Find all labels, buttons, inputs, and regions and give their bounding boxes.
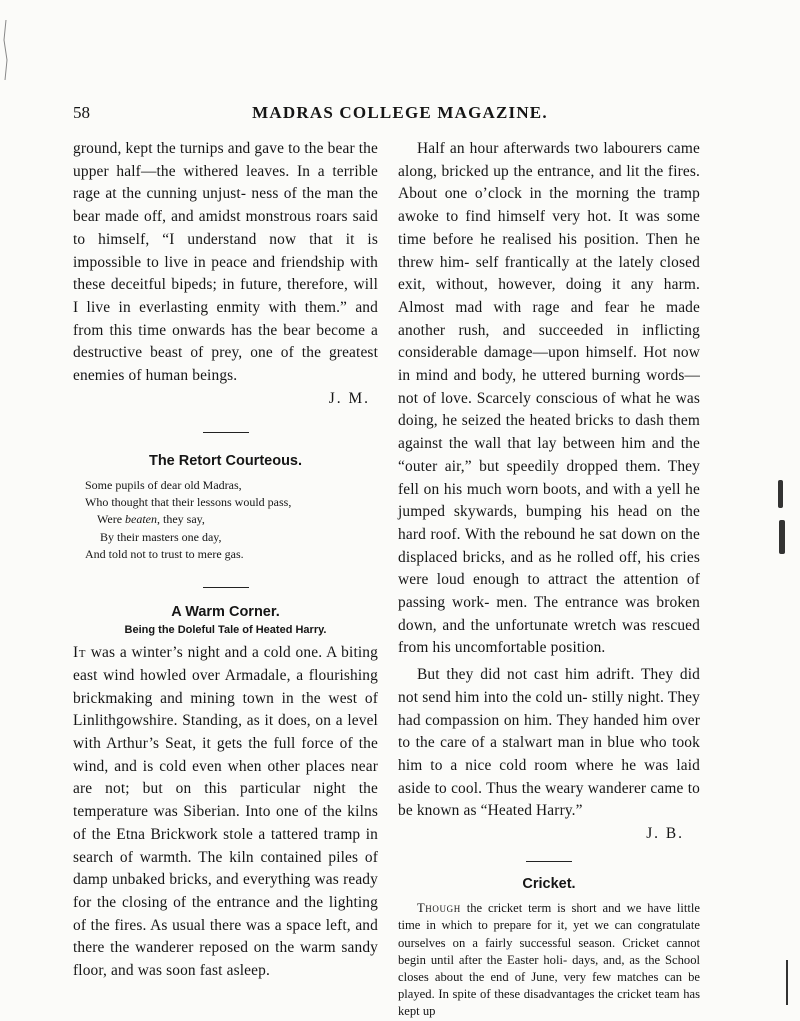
text-line: without, however, doing it any harm. bbox=[435, 276, 700, 294]
text-line: bear the upper half—the withered leaves. bbox=[73, 140, 379, 180]
section-divider bbox=[203, 587, 249, 588]
text-line: he sat down on the displaced bricks, and bbox=[398, 525, 700, 566]
text-line: town in the west of Linlithgowshire. bbox=[73, 689, 379, 730]
cricket-title: Cricket. bbox=[522, 876, 576, 893]
text-line: came to be known as “Heated Harry.” bbox=[398, 779, 700, 820]
poem-title: The Retort Courteous. bbox=[148, 452, 303, 469]
text-line: live in peace and friendship with these bbox=[73, 253, 378, 294]
signature-jm: J. M. bbox=[328, 389, 370, 407]
text-line: now in mind and body, he uttered bbox=[398, 344, 700, 385]
poem-line: And told not to trust to mere gas. bbox=[85, 546, 244, 561]
text-line: become a destructive beast of prey, one bbox=[73, 321, 379, 362]
text-line: In a terrible rage at the cunning unjust- bbox=[73, 162, 378, 203]
text-line: men. The entrance was broken down, bbox=[398, 594, 701, 634]
text-line: tattered tramp in search of warmth. The bbox=[73, 825, 378, 866]
text-line: ground, kept the turnips and gave to the bbox=[73, 140, 324, 157]
page-number: 58 bbox=[73, 103, 90, 122]
text-line: the temperature was Siberian. Into one bbox=[73, 780, 378, 821]
text-line: warm sandy floor, and was soon fast bbox=[73, 939, 379, 980]
text-line: him. They handed him over to the care bbox=[398, 711, 700, 752]
story-subtitle: Being the Doleful Tale of Heated Harry. bbox=[124, 624, 327, 637]
drop-word: It bbox=[73, 644, 87, 662]
text-line: from his uncomfortable position. bbox=[398, 639, 606, 657]
poem-line bbox=[73, 511, 378, 528]
binding-mark bbox=[779, 520, 785, 554]
text-line: Cricket cannot begin until after the Easter holi- bbox=[398, 935, 700, 967]
text-line: the heated bricks to dash them against the bbox=[398, 412, 700, 453]
text-line: deceitful bipeds; in future, therefore, will bbox=[110, 276, 379, 294]
cricket-paragraph bbox=[398, 900, 700, 1020]
text-line: yell he jumped skywards, bumping his bbox=[398, 480, 700, 521]
text-line: and there the wanderer reposed on the bbox=[73, 916, 378, 957]
text-line: fell on his much worn boots, and with a bbox=[398, 480, 653, 498]
text-line: But they did not cast him adrift. bbox=[417, 666, 635, 684]
text-line: conscious of what he was doing, he seized bbox=[398, 389, 700, 430]
story-paragraph-1 bbox=[73, 642, 378, 983]
text-line: to a nice cold room where he was laid bbox=[430, 756, 701, 774]
text-line: Arthur’s Seat, it gets the full force of the bbox=[106, 735, 378, 753]
right-column bbox=[398, 138, 700, 1021]
text-line: June, very few matches can be played. In spite of bbox=[398, 969, 700, 1002]
text-line: very hot. It was some time before he bbox=[398, 208, 700, 248]
text-line: came along, bricked up the entrance, and bbox=[398, 140, 701, 180]
cricket-section bbox=[398, 900, 700, 1020]
poem bbox=[73, 477, 378, 563]
story-paragraph-3 bbox=[398, 664, 700, 823]
text-line: morning the tramp awoke to find himself bbox=[398, 185, 700, 226]
text-line: Standing, as it does, on a level with bbox=[73, 712, 378, 753]
text-line: a flourishing brickmaking and mining bbox=[73, 666, 378, 707]
drop-word: Though bbox=[417, 901, 461, 916]
text-line: wind, and is cold even when other places bbox=[73, 757, 346, 775]
story-title: A Warm Corner. bbox=[171, 604, 280, 621]
left-column bbox=[73, 138, 378, 983]
section-divider bbox=[203, 432, 249, 433]
text-line: self frantically at the lately closed exit, bbox=[398, 253, 700, 294]
text-line: of the greatest enemies of human beings. bbox=[73, 344, 378, 385]
scan-edge-mark bbox=[0, 20, 8, 80]
text-line: another rush, and succeeded in inflicting bbox=[398, 321, 700, 339]
poem-line: Some pupils of dear old Madras, bbox=[85, 477, 242, 492]
text-line: considerable damage—upon himself. Hot bbox=[398, 344, 667, 362]
text-line: Almost mad with rage and fear he made bbox=[398, 298, 700, 316]
text-line: the fires. As usual there was a space left, bbox=[90, 916, 351, 934]
signature-jb: J. B. bbox=[646, 825, 684, 843]
text-line: closing of the entrance and the lighting of bbox=[73, 893, 378, 934]
text-line: amidst monstrous roars said to himself, “I bbox=[73, 208, 379, 248]
binding-marks bbox=[770, 470, 800, 560]
poem-line-italic: beaten bbox=[125, 512, 158, 527]
poem-line: Who thought that their lessons would pass, bbox=[85, 495, 292, 510]
text-line: was a winter’s night and a cold one. bbox=[86, 644, 323, 662]
text-line: to attract the attention of passing work- bbox=[398, 571, 700, 612]
scan-corner-mark bbox=[786, 960, 788, 1005]
poem-line: By their masters one day, bbox=[100, 529, 222, 544]
binding-mark bbox=[778, 480, 783, 508]
text-line: They did not send him into the cold un- bbox=[398, 666, 700, 706]
text-line: of a stalwart man in blue who took him bbox=[398, 734, 700, 774]
text-line: burning words—not of love. Scarcely bbox=[398, 367, 701, 407]
text-line: A biting east wind howled over Armadale, bbox=[73, 644, 378, 684]
text-line: as he rolled off, his cries were loud enough bbox=[398, 548, 700, 589]
text-line: aside to cool. Thus the weary wanderer bbox=[398, 779, 647, 797]
text-line: stilly night. They had compassion on bbox=[398, 688, 701, 729]
page-header: MADRAS COLLEGE MAGAZINE. bbox=[252, 103, 548, 122]
text-line: realised his position. Then he threw him- bbox=[398, 230, 700, 271]
text-line: kiln contained piles of damp unbaked bbox=[73, 848, 379, 889]
text-line: days, and, as the School closes about the end of bbox=[398, 952, 700, 984]
text-line: Half an hour afterwards two labourers bbox=[417, 140, 662, 157]
section-divider bbox=[526, 861, 572, 862]
left-paragraph-continuation bbox=[73, 138, 378, 388]
text-line: lit the fires. About one o’clock in the bbox=[398, 162, 701, 203]
text-line: little time in which to prepare for it, yet we can bbox=[398, 901, 700, 933]
text-line: the cricket term is short and we have bbox=[460, 901, 671, 916]
text-line: and from this time onwards has the bear bbox=[73, 298, 378, 339]
text-line: wall that lay between him and the “outer bbox=[398, 435, 700, 475]
poem-line-part: , they say, bbox=[157, 512, 205, 527]
text-line: these disadvantages the cricket team has kept up bbox=[398, 987, 700, 1019]
text-line: congratulate ourselves on a fairly successful season. bbox=[398, 918, 700, 950]
text-line: air,” but speedily dropped them. They bbox=[444, 457, 700, 475]
text-line: asleep. bbox=[226, 962, 270, 980]
story-paragraph-2 bbox=[398, 138, 700, 660]
text-line: of the kilns of the Etna Brickwork stole a bbox=[73, 803, 378, 843]
text-line: and the unfortunate wretch was rescued bbox=[442, 616, 700, 634]
text-line: ness of the man the bear made off, and bbox=[73, 185, 379, 226]
text-line: near are not; but on this particular night bbox=[73, 757, 378, 798]
text-line: understand now that it is impossible to bbox=[73, 230, 378, 271]
poem-line-part: Were bbox=[97, 512, 126, 527]
text-line: I live in everlasting enmity with them.” bbox=[73, 298, 348, 316]
text-line: bricks, and everything was ready for the bbox=[73, 871, 378, 911]
text-line: head on the hard roof. With the rebound bbox=[398, 503, 701, 543]
